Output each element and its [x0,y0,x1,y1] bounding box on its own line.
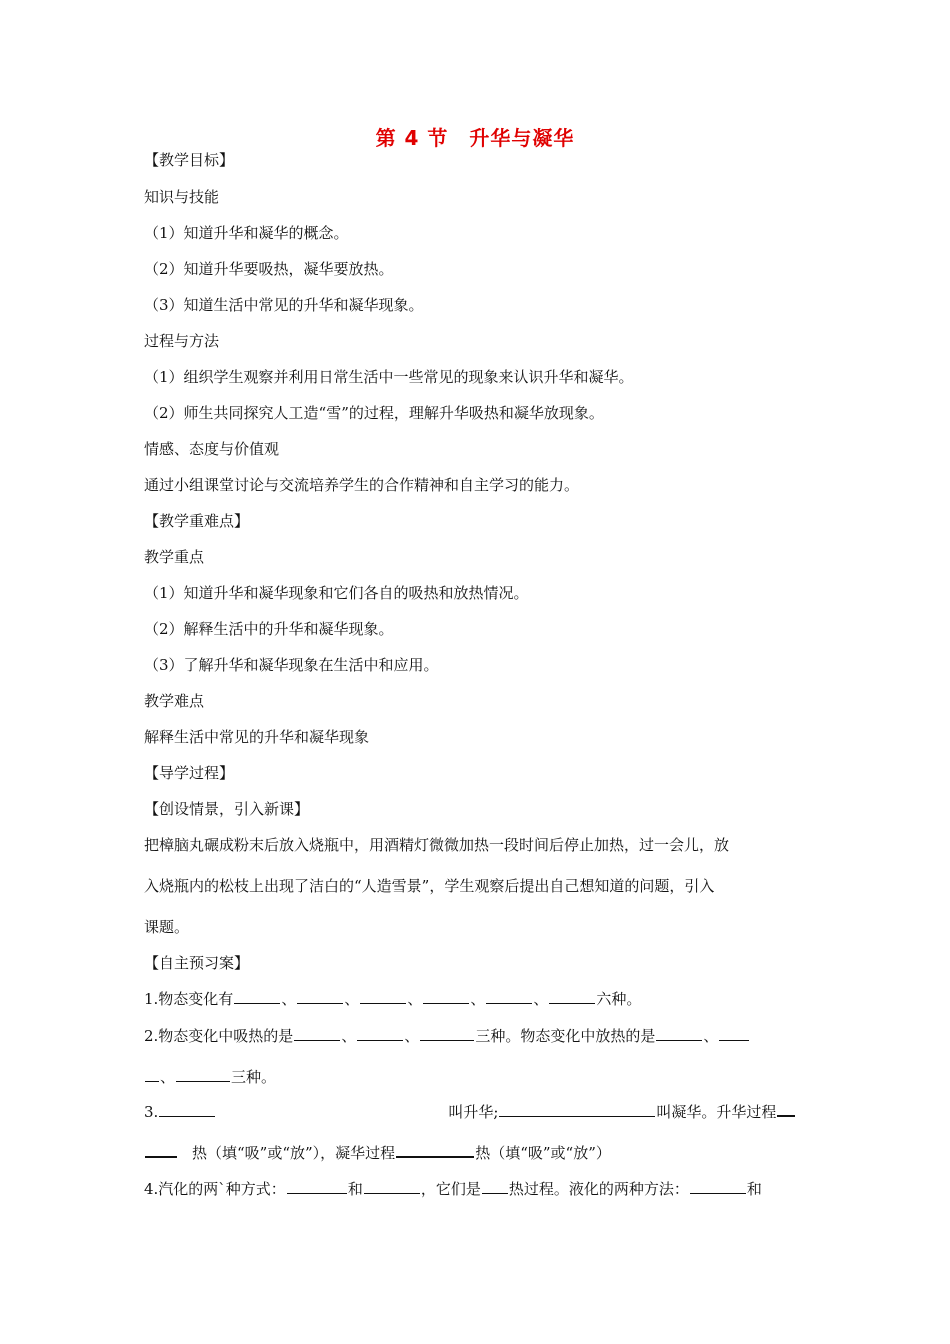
key-item: （1）知道升华和凝华现象和它们各自的吸热和放热情况。 [144,584,529,602]
blank[interactable] [145,1142,177,1158]
separator: 、 [344,990,360,1008]
blank[interactable] [719,1026,749,1041]
page-title: 第 4 节 升华与凝华 [375,126,575,150]
blank[interactable] [486,989,532,1004]
separator: 、 [404,1027,420,1045]
q1-suffix: 六种。 [596,990,642,1008]
blank[interactable] [234,989,280,1004]
question-4 [144,1179,762,1199]
blank[interactable] [287,1179,347,1194]
key-difficult-header: 【教学重难点】 [144,512,250,530]
q4-prefix: 4.汽化的两`种方式： [144,1180,286,1198]
q2-mid: 三种。物态变化中放热的是 [475,1027,656,1045]
blank[interactable] [656,1026,702,1041]
q3-hint-1: 热（填“吸”或“放”），凝华过程 [192,1144,396,1162]
objectives-header: 【教学目标】 [144,151,235,169]
intro-line: 把樟脑丸碾成粉末后放入烧瓶中，用酒精灯微微加热一段时间后停止加热，过一会儿，放 [144,836,730,854]
intro-header: 【创设情景，引入新课】 [144,800,310,818]
process-item: （1）组织学生观察并利用日常生活中一些常见的现象来认识升华和凝华。 [144,368,634,386]
knowledge-header: 知识与技能 [144,188,220,206]
blank[interactable] [360,989,406,1004]
q4-and: 和 [347,1180,363,1198]
q2-suffix: 三种。 [231,1068,277,1086]
blank[interactable] [423,989,469,1004]
q3-prefix: 3. [144,1103,159,1121]
q3-hint-2: 热（填“吸”或“放”） [475,1144,611,1162]
preview-header: 【自主预习案】 [144,954,250,972]
blank[interactable] [145,1067,159,1082]
q4-mid: ，它们是 [420,1180,481,1198]
knowledge-item: （3）知道生活中常见的升华和凝华现象。 [144,296,424,314]
question-3-continued [144,1142,611,1163]
q3-sublimation: 叫升华; [448,1103,499,1121]
question-1 [144,989,641,1009]
question-2-continued [144,1067,276,1087]
blank[interactable] [396,1142,474,1158]
q3-deposition: 叫凝华。升华过程 [656,1103,777,1121]
intro-line: 入烧瓶内的松枝上出现了洁白的“人造雪景”，学生观察后提出自己想知道的问题，引入 [144,877,715,895]
question-3 [144,1101,796,1122]
separator: 、 [533,990,549,1008]
key-item: （2）解释生活中的升华和凝华现象。 [144,620,394,638]
key-header: 教学重点 [144,548,205,566]
blank[interactable] [357,1026,403,1041]
process-header: 过程与方法 [144,332,220,350]
blank[interactable] [690,1179,746,1194]
emotion-text: 通过小组课堂讨论与交流培养学生的合作精神和自主学习的能力。 [144,476,580,494]
blank[interactable] [482,1179,508,1194]
process-item: （2）师生共同探究人工造“雪”的过程，理解升华吸热和凝华放现象。 [144,404,604,422]
blank[interactable] [297,989,343,1004]
separator: 、 [407,990,423,1008]
difficult-header: 教学难点 [144,692,205,710]
q4-and: 和 [746,1180,762,1198]
separator: 、 [160,1068,176,1086]
guide-header: 【导学过程】 [144,764,235,782]
difficult-text: 解释生活中常见的升华和凝华现象 [144,728,370,746]
blank[interactable] [499,1102,655,1117]
q1-prefix: 1.物态变化有 [144,990,234,1008]
separator: 、 [341,1027,357,1045]
q2-prefix: 2.物态变化中吸热的是 [144,1027,294,1045]
knowledge-item: （2）知道升华要吸热，凝华要放热。 [144,260,394,278]
separator: 、 [281,990,297,1008]
q4-mid2: 热过程。液化的两种方法： [508,1180,689,1198]
blank[interactable] [176,1067,230,1082]
knowledge-item: （1）知道升华和凝华的概念。 [144,224,349,242]
blank[interactable] [549,989,595,1004]
intro-line: 课题。 [144,918,190,936]
emotion-header: 情感、态度与价值观 [144,440,280,458]
blank[interactable] [777,1101,795,1117]
question-2 [144,1026,750,1046]
separator: 、 [470,990,486,1008]
separator: 、 [703,1027,719,1045]
key-item: （3）了解升华和凝华现象在生活中和应用。 [144,656,439,674]
blank[interactable] [420,1026,474,1041]
blank[interactable] [159,1102,215,1117]
blank[interactable] [364,1179,420,1194]
blank[interactable] [294,1026,340,1041]
